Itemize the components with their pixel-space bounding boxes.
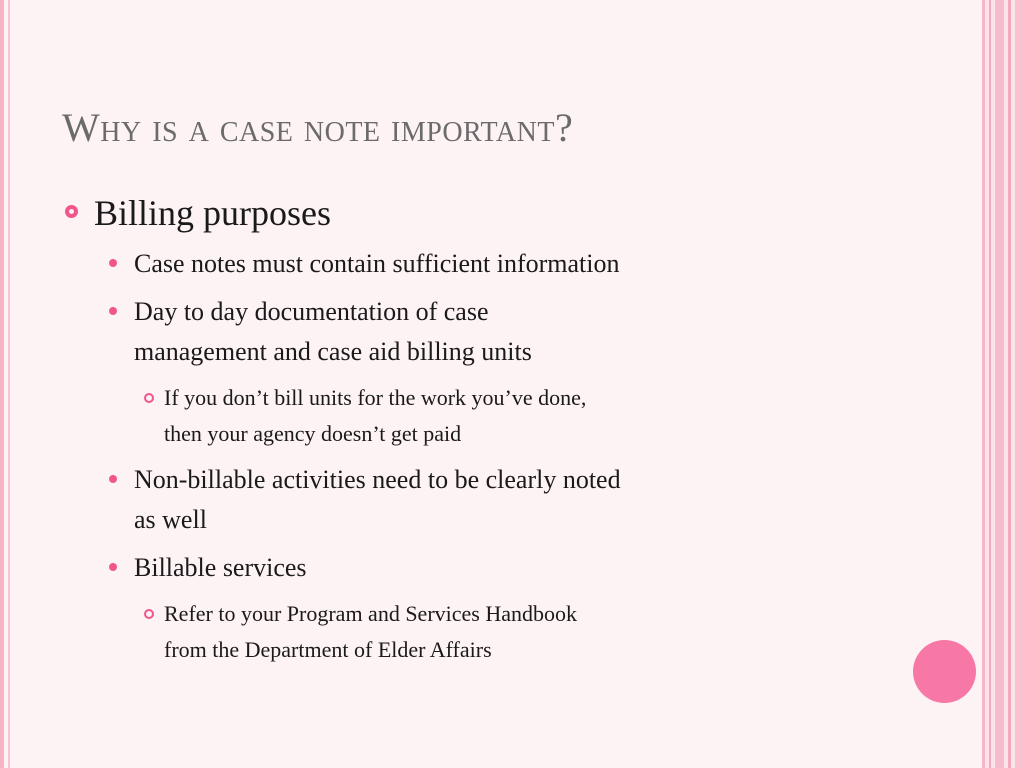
bullet-level3 [164, 596, 882, 668]
bullet-text: Case notes must contain sufficient information [134, 249, 620, 278]
bullet-text: Billing purposes [94, 193, 332, 233]
ring-bullet-icon [144, 393, 154, 403]
bullet-text-line: management and case aid billing units [134, 337, 532, 366]
right-edge-stripe [1015, 0, 1024, 768]
bullet-level2 [134, 292, 882, 372]
slide-content [62, 188, 882, 676]
bullet-text-line: If you don’t bill units for the work you’ve done, [164, 385, 587, 410]
right-edge-stripe [1008, 0, 1011, 768]
bullet-text-line: Refer to your Program and Services Handbook [164, 601, 578, 626]
right-edge-stripe [982, 0, 985, 768]
bullet-level2 [134, 460, 882, 540]
dot-bullet-icon [109, 259, 117, 267]
ring-bullet-icon [144, 609, 154, 619]
dot-bullet-icon [109, 307, 117, 315]
bullet-text-line: then your agency doesn’t get paid [164, 421, 462, 446]
bullet-text-line: as well [134, 505, 207, 534]
bullet-text-line: from the Department of Elder Affairs [164, 637, 492, 662]
ring-bullet-icon [65, 205, 78, 218]
bullet-level2 [134, 548, 882, 588]
dot-bullet-icon [109, 563, 117, 571]
right-edge-stripe [989, 0, 991, 768]
bullet-level3 [164, 380, 882, 452]
bullet-text: Billable services [134, 553, 307, 582]
bullet-text-line: Day to day documentation of case [134, 297, 489, 326]
left-edge-stripe-thin [8, 0, 10, 768]
slide-title: Why is a case note important? [62, 105, 574, 150]
bullet-level2 [134, 244, 882, 284]
bullet-level1 [62, 188, 882, 238]
right-edge-stripe [995, 0, 1004, 768]
left-edge-stripe [0, 0, 4, 768]
bullet-text-line: Non-billable activities need to be clearly noted [134, 465, 621, 494]
decorative-circle [913, 640, 976, 703]
dot-bullet-icon [109, 475, 117, 483]
